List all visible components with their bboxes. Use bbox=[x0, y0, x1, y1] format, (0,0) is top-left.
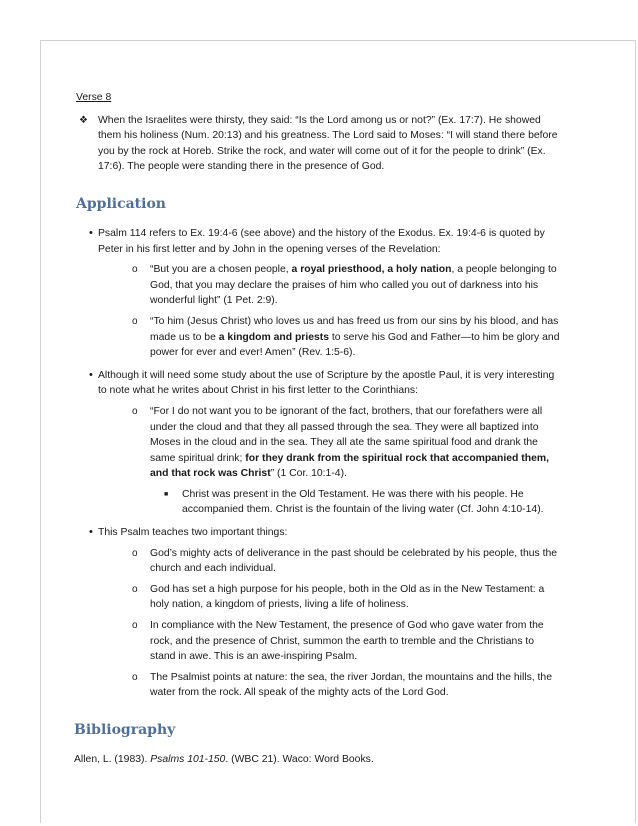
sub-text: In compliance with the New Testament, the presence of God who gave water from the rock, and the presence of Christ, summon the earth to tremble and the Christians to stand in awe. This is an awe-inspiring Psalm. bbox=[150, 620, 544, 663]
circle-bullet-icon: o bbox=[132, 264, 138, 276]
application-item-2-sub-1 bbox=[76, 404, 562, 482]
application-item-2-subsub bbox=[76, 487, 562, 518]
subsub-text: Christ was present in the Old Testament. He was there with his people. He accompanied them. Christ is the fountain of the living water (Cf. John 4:10-14). bbox=[182, 488, 544, 516]
verse-list-item bbox=[76, 113, 562, 175]
quote-post: to serve his God and Father—to him be glory and power for ever and ever! Amen” (Rev. 1:5-6). bbox=[150, 331, 560, 359]
application-item-3-sub-1 bbox=[76, 546, 562, 577]
bib-entry-title: Psalms 101-150 bbox=[150, 754, 226, 765]
bibliography-entry bbox=[74, 752, 562, 768]
bib-entry-pre: Allen, L. (1983). bbox=[74, 754, 151, 765]
square-bullet-icon: ■ bbox=[164, 490, 169, 498]
application-item-3-text: This Psalm teaches two important things: bbox=[98, 527, 288, 539]
application-item-3 bbox=[76, 525, 562, 541]
circle-bullet-icon: o bbox=[132, 583, 138, 595]
sub-text: God’s mighty acts of deliverance in the past should be celebrated by his people, thus the church and each individual. bbox=[150, 547, 558, 575]
application-item-3-sub-2 bbox=[76, 582, 562, 613]
application-item-2-text: Although it will need some study about the use of Scripture by the apostle Paul, it is very interesting to note what he writes about Christ in his first letter to the Corinthians: bbox=[98, 369, 555, 397]
circle-bullet-icon: o bbox=[132, 547, 138, 559]
bullet-icon: • bbox=[89, 226, 93, 239]
quote-post: , a people belonging to God, that you may declare the praises of him who called you out of darkness into his wonderful light” (1 Pet. 2:9). bbox=[150, 264, 557, 307]
bibliography-heading: Bibliography bbox=[74, 722, 176, 738]
application-item-3-sub-3 bbox=[76, 618, 562, 665]
bullet-icon: • bbox=[89, 526, 93, 539]
application-heading: Application bbox=[76, 195, 166, 212]
application-item-1 bbox=[76, 226, 562, 257]
application-item-3-sub-4 bbox=[76, 670, 562, 701]
circle-bullet-icon: o bbox=[132, 315, 138, 327]
verse-item-text: When the Israelites were thirsty, they said: “Is the Lord among us or not?” (Ex. 17:7). He showed them his holiness (Num. 20:13) and his greatness. The Lord said to Moses: “I will stand there before you by the rock at Horeb. Strike the rock, and water will come out of it for the people to drink” (Ex. 17:6). The people were standing there in the presence of God. bbox=[98, 114, 558, 173]
application-item-1-text: Psalm 114 refers to Ex. 19:4-6 (see above) and the history of the Exodus. Ex. 19:4-6 is quoted by Peter in his first letter and by John in the opening verses of the Revelation: bbox=[98, 227, 545, 255]
circle-bullet-icon: o bbox=[132, 671, 138, 683]
quote-bold: for they drank from the spiritual rock that accompanied them, and that rock was Christ bbox=[150, 452, 549, 480]
quote-bold: a kingdom and priests bbox=[218, 331, 330, 343]
application-item-1-sub-2 bbox=[76, 314, 562, 361]
quote-pre: “To him (Jesus Christ) who loves us and has freed us from our sins by his blood, and has made us to be bbox=[150, 315, 559, 343]
quote-pre: “For I do not want you to be ignorant of the fact, brothers, that our forefathers were all under the cloud and that they all passed through the sea. They were all baptized into Moses in the cloud and in the sea. They all ate the same spiritual food and drank the same spiritual drink; bbox=[150, 405, 543, 464]
verse-heading: Verse 8 bbox=[76, 92, 112, 103]
diamond-bullet-icon: ❖ bbox=[79, 114, 88, 126]
quote-pre: “But you are a chosen people, bbox=[150, 264, 292, 276]
application-item-1-sub-1 bbox=[76, 262, 562, 309]
sub-text: The Psalmist points at nature: the sea, the river Jordan, the mountains and the hills, the water from the rock. All speak of the mighty acts of the Lord God. bbox=[150, 671, 552, 699]
bib-entry-post: . (WBC 21). Waco: Word Books. bbox=[225, 754, 374, 765]
sub-text: God has set a high purpose for his people, both in the Old as in the New Testament: a holy nation, a kingdom of priests, living a life of holiness. bbox=[150, 583, 545, 611]
bullet-icon: • bbox=[89, 368, 93, 381]
application-item-2 bbox=[76, 368, 562, 399]
quote-post: ” (1 Cor. 10:1-4). bbox=[270, 468, 347, 480]
circle-bullet-icon: o bbox=[132, 405, 138, 417]
document-body bbox=[76, 90, 562, 768]
quote-bold: a royal priesthood, a holy nation bbox=[291, 264, 452, 276]
circle-bullet-icon: o bbox=[132, 620, 138, 632]
